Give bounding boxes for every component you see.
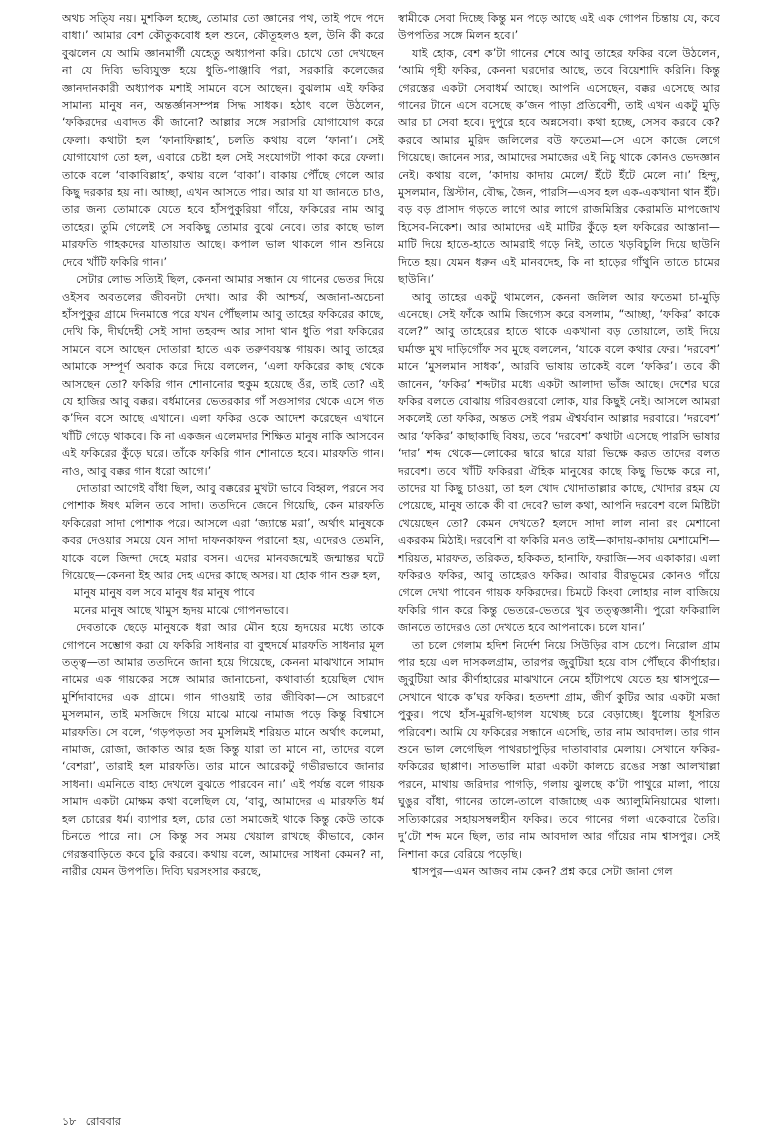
paragraph: তা চলে গেলাম হদিশ নির্দেশ নিয়ে সিউড়ির বাস চেপে। নিরোল গ্রাম পার হয়ে এল দাসকলগ্রাম, তারপর জুবুটিয়া হয়ে বাস পৌঁছবে কীর্ণাহার। জুবুটিয়া আর কীর্ণাহারের মাঝখানে নেমে হাঁটাপথে যেতে হয় শ্বাসপুরে—সেখানে থাকে ক’ঘর ফকির। হতদশা গ্রাম, জীর্ণ কুটির আর একটা মজা পুকুর। পথে হাঁস-মুরগি-ছাগল যথেচ্ছ চরে বেড়াচ্ছে। ধুলোয় ধূসরিত পরিবেশ। আমি যে ফকিরের সন্ধানে এসেছি, তার নাম আবদাল। তার গান শুনে ভাল লেগেছিল পাথরচাপুড়ির দাতাবাবার মেলায়। সেখানে ফকির-ফকিরের ছাপ্পাণ। সাতভালি মারা একটা কালচে রঙের সস্তা আলখাল্লা পরনে, মাথায় জরিদার পাগড়ি, গলায় ঝুলছে ক’টা পাথুরে মালা, পায়ে ঘুঙুর বাঁধা, গানের তালে-তালে বাজাচ্ছে এক অ্যালুমিনিয়ামের থালা। সত্যিকারের সহায়সম্বলহীন ফকির। তবে গানের গলা একেবারে তৈরি। দু’টো শব্দ মনে ছিল, তার নাম আবদাল আর গাঁয়ের নাম শ্বাসপুর। সেই নিশানা করে বেরিয়ে পড়েছি। [398,638,720,861]
paragraph: দোতারা আগেই বাঁধা ছিল, আবু বক্করের মুখটা ভাবে বিহ্বল, পরনে সব পোশাক ঈষৎ মলিন তবে সাদা। ততদিনে জেনে গিয়েছি, কেন মারফতি ফকিরেরা সাদা পোশাক পরে। আসলে এরা ‘জ্যান্তে মরা’, অর্থাৎ মানুষকে কবর দেওয়ার সময়ে যেন সাদা দাফনকাফন পরানো হয়, এদেরও তেমনি, যাকে বলে জিন্দা দেহে মরার বসন। এদের মানবজন্মেই জন্মান্তর ঘটে গিয়েছে—কেননা ইহ আর দেহ এদের কাছে অসর। যা হোক গান শুরু হল, [62,481,384,582]
page-footer [62,1113,127,1132]
paragraph: দেবতাকে ছেড়ে মানুষকে ধরা আর মৌন হয়ে হৃদয়ের মধ্যে তাকে গোপনে সম্ভোগ করা যে ফকিরি সাধনার বা বুহুদর্ষে মারফতি সাধনার মূল তত্ত্ব—তা আমার ততদিনে জানা হয়ে গিয়েছে, কেননা মাঝখানে সামাদ নামের এক গায়কের সঙ্গে আমার জানাচেনা, কথাবার্তা হয়েছিল খোদ মুর্শিদাবাদের এক গ্রামে। গান গাওয়াই তার জীবিকা—সে আচরণে মুসলমান, তাই মসজিদে গিয়ে মাঝে মাঝে নামাজ পড়ে কিন্তু বিশ্বাসে মারফতি। সে বলে, ‘গড়পড়তা সব মুসলিমই শরিয়ত মানে অর্থাৎ কলেমা, নামাজ, রোজা, জাকাত আর হজ কিন্তু যারা তা মানে না, তাদের বলে ‘বেশরা’, তারাই হল মারফতি। তার মানে আরেকটু গভীরভাবে জানার সাধনা। এমনিতে বাহ্য দেখলে বুঝতে পারবেন না।’ এই পর্যন্ত বলে গায়ক সামাদ একটা মোক্ষম কথা বলেছিল যে, ‘বাবু, আমাদের এ মারফতি ধর্ম হল চোরের ধর্ম। ব্যাপার হল, চোর তো সমাজেই থাকে কিন্তু কেউ তাকে চিনতে পারে না। সে কিন্তু সব সময় খেয়াল রাখছে কীভাবে, কোন গেরস্তবাড়িতে কবে চুরি করবে। কথায় বলে, আমাদের সাধনা কেমন? না, নারীর যেমন উপপতি। দিব্যি ঘরসংসার করছে, [62,621,384,878]
verse-line: মনের মানুষ আছে খামুস হৃদয় মাঝে গোপনভাবে। [74,603,289,617]
magazine-name: রোববার [85,1115,121,1128]
article-right-column [398,10,720,1100]
paragraph: আবু তাহের একটু থামলেন, কেননা জলিল আর ফতেমা চা-মুড়ি এনেছে। সেই ফাঁকে আমি জিগ্যেস করে বসলাম, “আচ্ছা, ‘ফকির’ কাকে বলে?” আবু তাহেরের হাতে থাকে একখানা বড় তোয়ালে, তাই দিয়ে ঘর্মাক্ত মুখ দাড়িগোঁফ সব মুছে বললেন, ‘যাকে বলে কথার ফের। ‘দরবেশ’ মানে ‘মুসলমান সাধক’, আরবি ভাষায় তাকেই বলে ‘ফকির’। তবে কী জানেন, ‘ফকির’ শব্দটার মধ্যে একটা আলাদা ভাঁজ আছে। দেশের ঘরে ফকির বলতে বোঝায় গরিবগুরবো লোক, যার কিছুই নেই। আসলে আমরা সকলেই তো ফকির, অন্তত সেই পরম ঐশ্বর্যবান আল্লার দরবারে। ‘দরবেশ’ আর ‘ফকির’ কাছাকাছি বিষয়, তবে ‘দরবেশ’ কথাটা এসেছে পারসি ভাষার ‘দার’ শব্দ থেকে—লোকের দ্বারে দ্বারে যারা ভিক্ষে করত তাদের বলত দরবেশ। তবে খাঁটি ফকিররা ঐহিক মানুষের কাছে কিছু ভিক্ষে করে না, তাদের যা কিছু চাওয়া, তা হল খোদ খোদাতাল্লার কাছে, খোদার রহম যে পেয়েছে, মানুষ তাকে কী বা দেবে? ভাল কথা, আপনি দরবেশ বলে মিষ্টিটা খেয়েছেন তো? কেমন দেখতে? হলদে সাদা লাল নানা রং মেশানো একরকম মিঠাই। দরবেশি বা ফকিরি মনও তাই—কাদায়-কাদায় মেশামেশি—শরিয়ত, মারফত, তরিকত, হকিকত, হানাফি, ফরাজি—সব একাকার। এলা ফকিরও ফকির, আবু তাহেরও ফকির। আবার বীরভূমের কোনও গাঁয়ে গেলে দেখা পাবেন গায়ক ফকিরদের। চিমটে কিংবা লোহার নাল বাজিয়ে ফকিরি গান করে কিন্তু ভেতরে-ভেতরে খুব তত্ত্বজ্ঞানী। পুরো ফকিরালি জানতে তাদেরও তো দেখতে হবে আপনাকে। চলে যান।’ [398,290,720,635]
paragraph: সেটার লোভ সত্যিই ছিল, কেননা আমার সন্ধান যে গানের ভেতর দিয়ে ওইসব অবতলের জীবনটা দেখা। আর কী আশ্চর্য, অজানা-অচেনা হাঁসপুকুর গ্রামে দিনমাত্তে পরে যখন পৌঁছলাম আবু তাহের ফকিরের কাছে, দেখি কি, দীর্ঘদেহী সেই সাদা তহবন্দ আর সাদা থান ধুতি পরা ফকিরের সামনে বসে আছেন দোতারা হাতে এক তরুণবয়স্ক গায়ক। আবু তাহের আমাকে সম্পূর্ণ অবাক করে দিয়ে বললেন, ‘এলা ফকিরের কাছ থেকে আসছেন তো? ফকিরি গান শোনানোর হুকুম হয়েছে ওঁর, তাই তো? এই যে হাজির আবু বক্কর। বর্ধমানের ভেতরকার গাঁ সগুসাগর থেকে এসে গত ক’দিন বসে আছে এখানে। এলা ফকির ওকে আদেশ করেছেন এখানে খাঁটি গেড়ে থাকবে। কি না একজন এলেমদার শিক্ষিত মানুষ নাকি আসবেন এই ফকিরের কুঁড়ে ঘরে। তাঁকে ফকিরি গান শোনাতে হবে। মারফতি গান। নাও, আবু বক্কর গান ধরো আগে।’ [62,273,384,478]
article-left-column [62,10,384,1100]
paragraph: শ্বাসপুর—এমন আজব নাম কেন? প্রশ্ন করে সেটা জানা গেল [412,864,673,878]
verse-line: মানুষ মানুষ বল সবে মানুষ ধর মানুষ পাবে [74,586,255,600]
page-number: ১৮ [62,1115,77,1128]
paragraph: স্বামীকে সেবা দিচ্ছে কিন্তু মন পড়ে আছে এই এক গোপন চিন্তায় যে, কবে উপপতির সঙ্গে মিলন হবে।’ [398,12,720,43]
paragraph: অথচ সতি্য নয়। মুশকিল হচ্ছে, তোমার তো জ্ঞানের পথ, তাই পদে পদে বাধা।’ আমার বেশ কৌতুকবোধ হল শুনে, কৌতূহলও হল, উনি কী করে বুঝলেন যে আমি জ্ঞানমার্গী যেহেতু অধ্যাপনা করি। চোখে তো দেখছেন না যে দিব্যি ভব্যিযুক্ত হয়ে ধুতি-পাঞ্জাবি পরা, সরকারি কলেজের জ্ঞানদানকারী অধ্যাপক মশাই সামনে বসে আছেন। বুঝলাম এই ফকির সামান্য মানুষ নন, অন্তর্জ্ঞানসম্পন্ন সিদ্ধ সাধক। হঠাৎ বলে উঠলেন, ‘ফকিরদের এবাদত কী জানো? আল্লার সঙ্গে সরাসরি যোগাযোগ করে ফেলা। কথাটা হল ‘ফানাফিল্লাহ’, চলতি কথায় বলে ‘ফানা’। সেই যোগাযোগ তো হল, এবারে চেষ্টা হল সেই সংযোগটা পাকা করে ফেলা। তাকে বলে ‘বাকাবিল্লাহ’, কথায় বলে ‘বাকা’। বাকায় পৌঁছে গেলে আর কিছু দরকার হয় না। আচ্ছা, এখন আসতে পার। আর যা যা জানতে চাও, তার জন্য তোমাকে যেতে হবে হাঁসপুকুরিয়া গাঁয়ে, ফকিরের নাম আবু তাহের। তুমি গেলেই সে সবকিছু তোমার বুঝে নেবে। তার কাছে ভাল মারফতি গাহকদের যাতায়াত আছে। কপাল ভাল থাকলে গান শুনিয়ে দেবে খাঁটি ফকিরি গান।’ [62,12,384,269]
paragraph: যাই হোক, বেশ ক’টা গানের শেষে আবু তাহের ফকির বলে উঠলেন, ‘আমি গৃহী ফকির, কেননা ঘরদোর আছে, তবে বিয়েশাদি করিনি। কিন্তু গেরস্তের একটা সেবাধর্ম আছে। আপনি এসেছেন, বক্কর এসেছে আর গানের টানে এসে বসেছে ক’জন পাড়া প্রতিবেশী, তাই এখন একটু মুড়ি আর চা সেবা হবে। দুপুরে হবে অন্নসেবা। কথা হচ্ছে, সেসব করবে কে? করবে আমার মুরিদ জলিলের বউ ফতেমা—সে এসে কাজে লেগে গিয়েছে। জানেন স্যর, আমাদের সমাজের এই নিচু থাকে কোনও ভেদজ্ঞান নেই। কথায় বলে, ‘কাদায় কাদায় মেলে/ ইঁটে ইঁটে মেলে না।’ হিন্দু, মুসলমান, খ্রিস্টান, বৌদ্ধ, জৈন, পারসি—এসব হল এক-একখানা থান ইঁট। বড় বড় প্রাসাদ গড়তে লাগে আর লাগে রাজমিস্ত্রির কেরামতি মাপজোখ হিসেব-নিকেশ। আর আমাদের এই মাটির কুঁড়ে হল ফকিরের আস্তানা—মাটি দিয়ে হাতে-হাতে আমরাই গড়ে নিই, তাতে খড়বিচুলি দিয়ে ছাউনি দিতে হয়। যেমন ধরুন এই মানবদেহ, কি না হাড়ের গাঁথুনি তাতে চামের ছাউনি।’ [398,46,720,287]
